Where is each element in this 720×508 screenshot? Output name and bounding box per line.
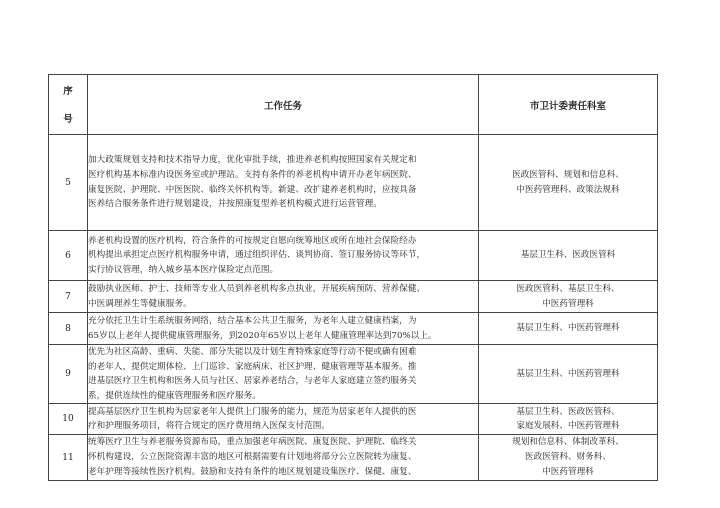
table-header-row <box>49 75 658 135</box>
table-row <box>49 435 658 481</box>
department-cell: 基层卫生科、中医药管理科 <box>479 345 658 404</box>
row-number: 5 <box>49 135 88 231</box>
number-column-header: 序 号 <box>49 75 88 135</box>
table-row <box>49 231 658 281</box>
row-number: 6 <box>49 231 88 281</box>
department-cell: 基层卫生科、医政医管科 <box>479 231 658 281</box>
row-number: 8 <box>49 313 88 345</box>
row-number: 10 <box>49 404 88 435</box>
department-cell: 医政医管科、规划和信息科、 中医药管理科、政策法规科 <box>479 135 658 231</box>
task-cell: 统筹医疗卫生与养老服务资源布局，重点加强老年病医院、康复医院、护理院、临终关 怀机构建设，公立医院资源丰富的地区可根据需要有计划地将部分公立医院转为康复、 老年护理等接续性医疗机构。鼓励和支持有条件的地区规划建设集医疗、保健、康复、 <box>88 435 479 481</box>
row-number: 11 <box>49 435 88 481</box>
table-row <box>49 345 658 404</box>
table-row <box>49 313 658 345</box>
table-row <box>49 404 658 435</box>
task-cell: 优先为社区高龄、重病、失能、部分失能以及计划生育特殊家庭等行动不便或确有困难 的老年人，提供定期体检、上门巡诊、家庭病床、社区护理、健康管理等基本服务。推 进基层医疗卫生机构和医务人员与社区、居家养老结合，与老年人家庭建立签约服务关 系，提供连续性的健康管理服务和医疗服务。 <box>88 345 479 404</box>
task-cell: 加大政策规划支持和技术指导力度，优化审批手续，推进养老机构按照国家有关规定和 医疗机构基本标准内设医务室或护理站。支持有条件的养老机构申请开办老年病医院、 康复医院、护理院、中医医院、临终关怀机构等。新建、改扩建养老机构时，应按具备 医养结合服务条件进行规划建设，并按照康复型养老机构模式进行运营管理。 <box>88 135 479 231</box>
department-cell: 基层卫生科、医政医管科、 家庭发展科、中医药管理科 <box>479 404 658 435</box>
department-cell: 规划和信息科、体制改革科、 医政医管科、财务科、 中医药管理科 <box>479 435 658 481</box>
task-column-header: 工作任务 <box>88 75 479 135</box>
row-number: 9 <box>49 345 88 404</box>
department-cell: 医政医管科、基层卫生科、 中医药管理科 <box>479 281 658 313</box>
task-cell: 提高基层医疗卫生机构为居家老年人提供上门服务的能力，规范为居家老年人提供的医 疗和护理服务项目，将符合规定的医疗费用纳入医保支付范围。 <box>88 404 479 435</box>
table-row <box>49 135 658 231</box>
task-cell: 养老机构设置的医疗机构，符合条件的可按规定自愿向统筹地区或所在地社会保险经办 机构提出承担定点医疗机构服务申请，通过组织评估、谈判协商、签订服务协议等环节， 实行协议管理，纳入城乡基本医疗保险定点范围。 <box>88 231 479 281</box>
task-cell: 鼓励执业医师、护士、技师等专业人员到养老机构多点执业，开展疾病预防、营养保健、 中医调理养生等健康服务。 <box>88 281 479 313</box>
task-cell: 充分依托卫生计生系统服务网络，结合基本公共卫生服务，为老年人建立健康档案，为 65岁以上老年人提供健康管理服务，到2020年65岁以上老年人健康管理率达到70%以上。 <box>88 313 479 345</box>
row-number: 7 <box>49 281 88 313</box>
table-row <box>49 281 658 313</box>
task-responsibility-table <box>48 74 658 481</box>
department-column-header: 市卫计委责任科室 <box>479 75 658 135</box>
department-cell: 基层卫生科、中医药管理科 <box>479 313 658 345</box>
